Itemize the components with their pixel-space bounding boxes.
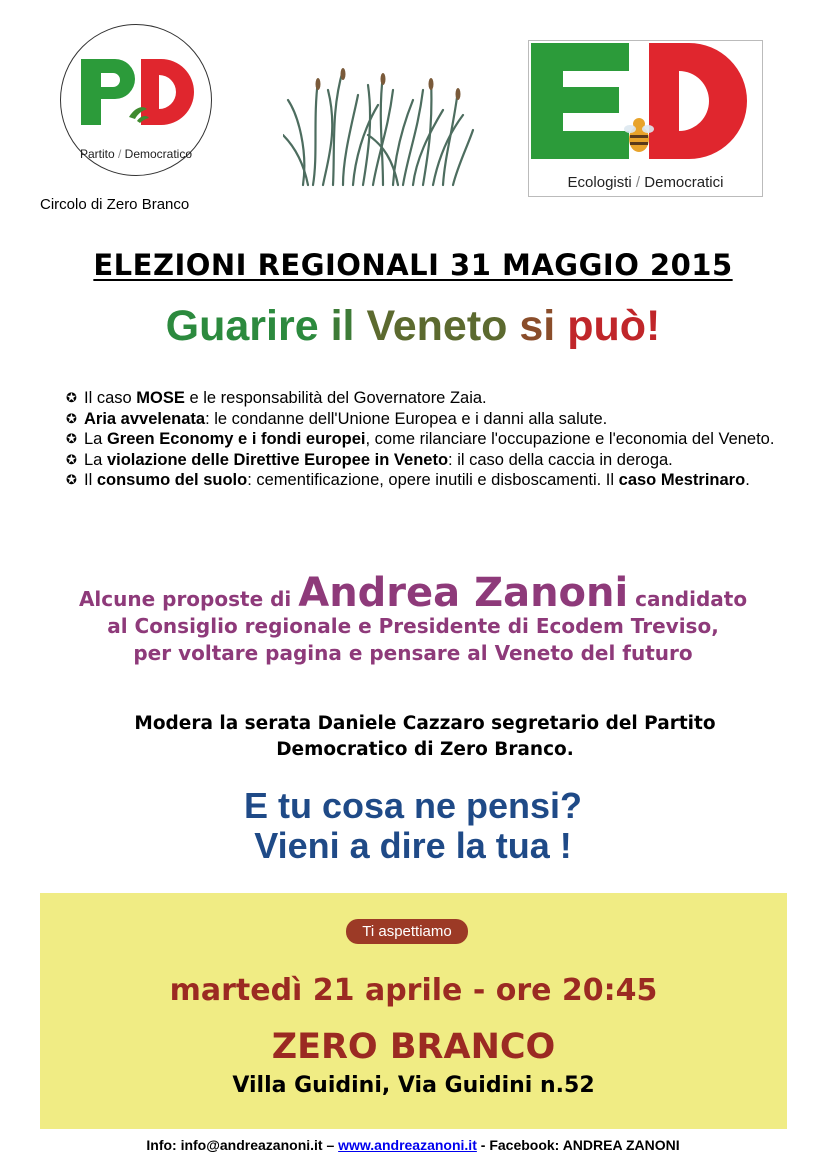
topic-text: : cementificazione, opere inutili e disboscamenti. Il [247,471,619,489]
topic-bold-text: violazione delle Direttive Europee in Veneto [106,450,449,469]
slogan-part: il [318,302,367,350]
website-link[interactable]: www.andreazanoni.it [338,1137,477,1153]
event-place: Villa Guidini, Via Guidini n.52 [232,1073,595,1098]
pd-circle-label: Circolo di Zero Branco [40,196,190,213]
proposal-prefix: Alcune proposte di [78,587,299,611]
star-bullet-icon: ✪ [66,472,77,487]
topic-text: , come rilanciare l'occupazione e l'economia del Veneto. [365,430,775,448]
topics-list [66,388,786,491]
candidate-name: Andrea Zanoni [298,570,629,616]
topic-text: La [84,430,107,448]
topic-text: e le responsabilità del Governatore Zaia. [184,389,487,407]
slogan-part: si [507,302,568,350]
moderator-line2: Democratico di Zero Branco. [276,739,574,760]
ed-logo-name: Ecologisti / Democratici [567,174,724,191]
event-date: martedì 21 aprile - ore 20:45 [169,973,658,1008]
pd-letters-graphic [79,55,194,135]
proposal-block [0,570,826,667]
star-bullet-icon: ✪ [66,390,77,405]
ed-logo [528,40,763,197]
topic-bold-text: caso Mestrinaro [618,471,746,489]
question-block [0,786,826,866]
topic-item [66,409,786,430]
moderator-line1: Modera la serata Daniele Cazzaro segretario del Partito [134,713,716,734]
slogan [0,302,826,351]
topic-bold-text: Green Economy e i fondi europei [106,430,366,448]
election-heading [0,248,826,282]
slogan-part: Veneto [366,302,508,350]
slogan-part: Guarire [165,302,319,350]
event-box [40,893,787,1129]
footer-info: Info: info@andreazanoni.it – [146,1137,339,1153]
pd-name-left: Partito [79,147,115,161]
question-line2: Vieni a dire la tua ! [254,825,572,866]
topic-text: . [745,471,750,489]
proposal-line2: al Consiglio regionale e Presidente di Ecodem Treviso, [107,614,719,638]
topic-text: : il caso della caccia in deroga. [448,450,673,469]
topic-item [66,429,786,450]
topic-item [66,470,786,491]
star-bullet-icon: ✪ [66,410,77,426]
topic-item [66,388,786,409]
topic-bold-text: MOSE [136,389,185,407]
proposal-line3: per voltare pagina e pensare al Veneto del futuro [133,641,693,665]
grass-illustration [283,60,478,190]
topic-bold-text: Aria avvelenata [84,409,206,428]
ed-name-left: Ecologisti [567,174,632,191]
slogan-part: può! [567,302,661,350]
footer [0,1137,826,1153]
topic-bold-text: consumo del suolo [96,471,248,489]
star-bullet-icon: ✪ [66,431,77,446]
topic-text: Il caso [84,389,137,407]
topic-text: : le condanne dell'Unione Europea e i danni alla salute. [205,409,608,428]
ed-letters-graphic [529,41,762,161]
election-heading-text: ELEZIONI REGIONALI 31 MAGGIO 2015 [93,248,733,282]
topic-item [66,450,786,471]
question-line1: E tu cosa ne pensi? [243,785,583,826]
footer-facebook: - Facebook: ANDREA ZANONI [476,1137,680,1153]
proposal-suffix: candidato [628,587,748,611]
event-town: ZERO BRANCO [271,1027,556,1067]
pd-logo-name: Partito / Democratico [79,147,193,161]
ed-name-right: Democratici [644,174,724,191]
topic-text: La [84,450,107,469]
moderator-text [60,711,790,763]
topic-text: Il [84,471,97,489]
proposal-line1 [0,570,826,616]
pd-name-right: Democratico [124,147,193,161]
wait-badge: Ti aspettiamo [346,919,468,944]
star-bullet-icon: ✪ [66,451,77,467]
pd-logo [60,24,212,176]
